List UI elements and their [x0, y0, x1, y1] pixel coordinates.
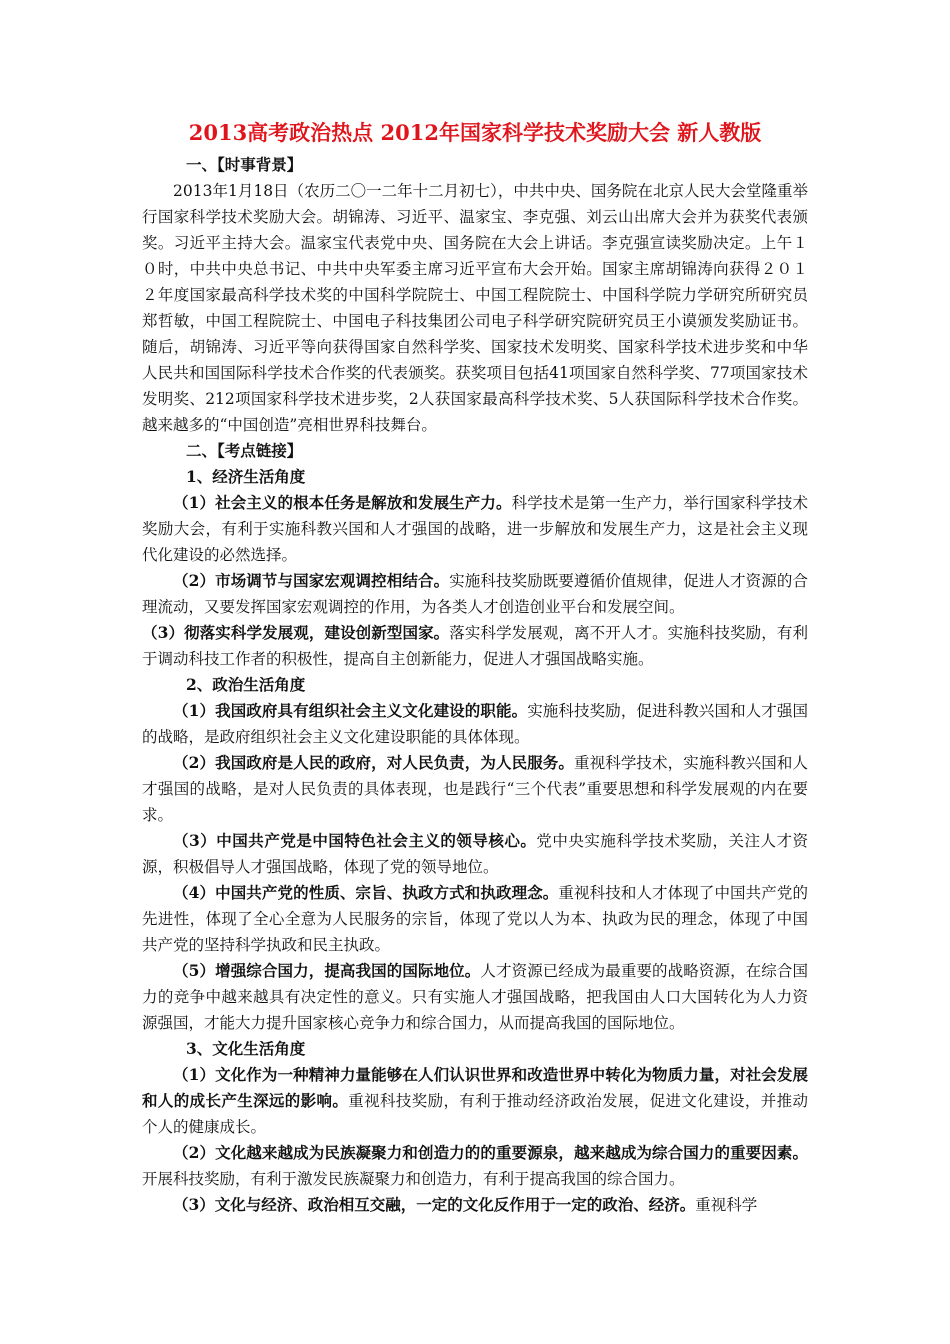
subsection-heading-culture: 3、文化生活角度	[186, 1039, 306, 1058]
politics-point-2-text: 重视科学技术，实施科教兴国和人才强国的战略，是对人民负责的具体表现，也是践行“三个代表”重要思想和科学发展观的内在要求。	[142, 754, 808, 824]
politics-point-4-text: 重视科技和人才体现了中国共产党的先进性，体现了全心全意为人民服务的宗旨，体现了党以人为本、执政为民的理念，体现了中国共产党的坚持科学执政和民主执政。	[142, 884, 808, 954]
politics-point-5	[142, 958, 808, 1036]
econ-point-1	[142, 490, 808, 568]
politics-point-5-text: 人才资源已经成为最重要的战略资源，在综合国力的竞争中越来越具有决定性的意义。只有实施人才强国战略，把我国由人口大国转化为人力资源强国，才能大力提升国家核心竞争力和综合国力，从而提高我国的国际地位。	[142, 962, 808, 1032]
subsection-heading-economy: 1、经济生活角度	[186, 467, 306, 486]
culture-point-1	[142, 1062, 808, 1140]
politics-point-4-title: （4）中国共产党的性质、宗旨、执政方式和执政理念。	[173, 883, 559, 902]
econ-point-2	[142, 568, 808, 620]
subsection-heading-politics: 2、政治生活角度	[186, 675, 306, 694]
econ-point-2-text: 实施科技奖励既要遵循价值规律，促进人才资源的合理流动，又要发挥国家宏观调控的作用，为各类人才创造创业平台和发展空间。	[142, 572, 808, 616]
culture-point-1-title: （1）文化作为一种精神力量能够在人们认识世界和改造世界中转化为物质力量，对社会发展和人的成长产生深远的影响。	[142, 1065, 808, 1110]
politics-point-3	[142, 828, 808, 880]
politics-point-1	[142, 698, 808, 750]
culture-point-3-text: 重视科学	[695, 1196, 758, 1214]
document-title: 2013高考政治热点 2012年国家科学技术奖励大会 新人教版	[188, 120, 762, 145]
culture-point-3-title: （3）文化与经济、政治相互交融，一定的文化反作用于一定的政治、经济。	[173, 1195, 696, 1214]
section-heading-background: 一、【时事背景】	[186, 155, 303, 174]
econ-point-3	[142, 620, 808, 672]
politics-point-1-text: 实施科技奖励，促进科教兴国和人才强国的战略，是政府组织社会主义文化建设职能的具体体现。	[142, 702, 808, 746]
econ-point-1-title: （1）社会主义的根本任务是解放和发展生产力。	[173, 493, 512, 512]
politics-point-1-title: （1）我国政府具有组织社会主义文化建设的职能。	[173, 701, 528, 720]
section-heading-links: 二、【考点链接】	[186, 441, 303, 460]
politics-point-4	[142, 880, 808, 958]
econ-point-1-text: 科学技术是第一生产力，举行国家科学技术奖励大会，有利于实施科教兴国和人才强国的战略，进一步解放和发展生产力，这是社会主义现代化建设的必然选择。	[142, 494, 808, 564]
politics-point-3-text: 党中央实施科学技术奖励，关注人才资源，积极倡导人才强国战略，体现了党的领导地位。	[142, 832, 808, 876]
culture-point-2-text: 开展科技奖励，有利于激发民族凝聚力和创造力，有利于提高我国的综合国力。	[142, 1170, 685, 1188]
politics-point-2	[142, 750, 808, 828]
culture-point-2-title: （2）文化越来越成为民族凝聚力和创造力的的重要源泉，越来越成为综合国力的重要因素。	[173, 1143, 808, 1162]
politics-point-3-title: （3）中国共产党是中国特色社会主义的领导核心。	[173, 831, 537, 850]
document-page	[142, 118, 808, 1218]
econ-point-3-title: （3）彻落实科学发展观，建设创新型国家。	[142, 623, 450, 642]
culture-point-3	[142, 1192, 808, 1218]
econ-point-2-title: （2）市场调节与国家宏观调控相结合。	[173, 571, 450, 590]
culture-point-1-text: 重视科技奖励，有利于推动经济政治发展，促进文化建设，并推动个人的健康成长。	[142, 1092, 808, 1136]
background-paragraph: 2013年1月18日（农历二〇一二年十二月初七），中共中央、国务院在北京人民大会堂隆重举行国家科学技术奖励大会。胡锦涛、习近平、温家宝、李克强、刘云山出席大会并为获奖代表颁奖。习近平主持大会。温家宝代表党中央、国务院在大会上讲话。李克强宣读奖励决定。上午１０时，中共中央总书记、中共中央军委主席习近平宣布大会开始。国家主席胡锦涛向获得２０１２年度国家最高科学技术奖的中国科学院院士、中国工程院院士、中国科学院力学研究所研究员郑哲敏，中国工程院院士、中国电子科技集团公司电子科学研究院研究员王小谟颁发奖励证书。随后，胡锦涛、习近平等向获得国家自然科学奖、国家技术发明奖、国家科学技术进步奖和中华人民共和国国际科学技术合作奖的代表颁奖。获奖项目包括41项国家自然科学奖、77项国家技术发明奖、212项国家科学技术进步奖，2人获国家最高科学技术奖、5人获国际科学技术合作奖。越来越多的“中国创造”亮相世界科技舞台。	[142, 182, 808, 434]
culture-point-2	[142, 1140, 808, 1192]
politics-point-5-title: （5）增强综合国力，提高我国的国际地位。	[173, 961, 481, 980]
econ-point-3-text: 落实科学发展观，离不开人才。实施科技奖励，有利于调动科技工作者的积极性，提高自主创新能力，促进人才强国战略实施。	[142, 624, 808, 668]
politics-point-2-title: （2）我国政府是人民的政府，对人民负责，为人民服务。	[173, 753, 575, 772]
